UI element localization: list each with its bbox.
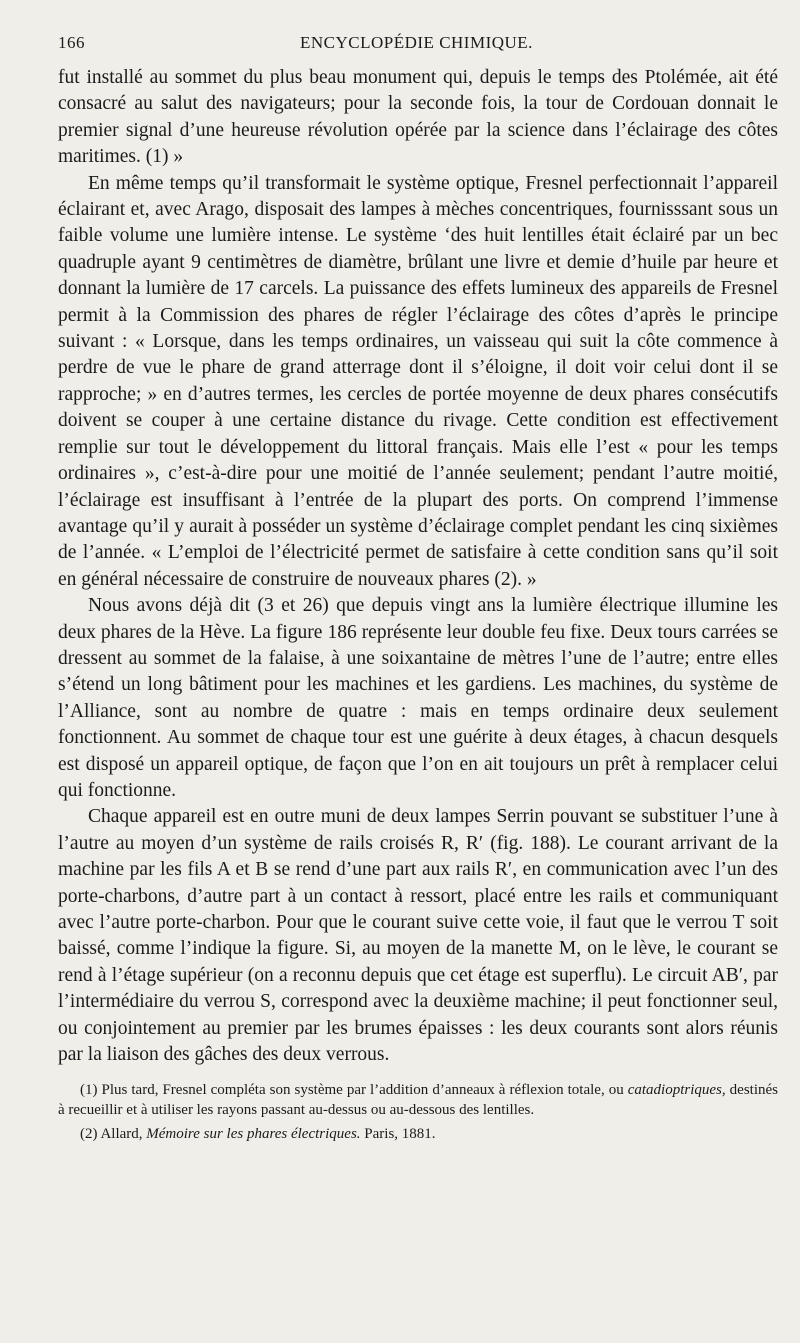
paragraph: Nous avons déjà dit (3 et 26) que depuis vingt ans la lumière électrique illumine les deux phares de la Hève. La figure 186 représente leur double feu fixe. Deux tours carrées se dressent au sommet de la falaise, à une soixantaine de mètres l’une de l’autre; entre elles s’étend un long bâtiment pour les machines et les gardiens. Les machines, du système de l’Alliance, sont au nombre de quatre : mais en temps ordinaire deux seulement fonctionnent. Au sommet de chaque tour est une guérite à deux étages, à chacun desquels est disposé un appareil optique, de façon que l’on en ait toujours un prêt à remplacer celui qui fonctionne. (58, 595, 778, 801)
footnote-marker: (2) (80, 1126, 98, 1143)
page-header (58, 0, 778, 63)
page-number: 166 (58, 33, 85, 52)
footnote (58, 1124, 778, 1144)
footnote-italic: catadioptriques, (627, 1082, 726, 1099)
running-title: ENCYCLOPÉDIE CHIMIQUE. (300, 33, 533, 52)
footnote-marker: (1) (80, 1082, 98, 1099)
footnote-italic: Mémoire sur les phares électriques. (146, 1126, 361, 1143)
paragraph: En même temps qu’il transformait le système optique, Fresnel perfectionnait l’appareil éclairant et, avec Arago, disposait des lampes à mèches concentriques, fournisssant sous un faible volume une lumière intense. Le système ‘des huit lentilles était éclairé par un bec quadruple ayant 9 centimètres de diamètre, brûlant une livre et demie d’huile par heure et donnant la lumière de 17 carcels. La puissance des effets lumineux des appareils de Fresnel permit à la Commission des phares de régler l’éclairage des côtes d’après le principe suivant : « Lorsque, dans les temps ordinaires, un vaisseau qui suit la côte commence à perdre de vue le phare de grand atterrage dont il s’éloigne, il doit voir celui dont il se rapproche; » en d’autres termes, les cercles de portée moyenne de deux phares consécutifs doivent se couper à une certaine distance du rivage. Cette condition est effectivement remplie sur tout le développement du littoral français. Mais elle l’est « pour les temps ordinaires », c’est-à-dire pour une moitié de l’année seulement; pendant l’autre moitié, l’éclairage est insuffisant à l’entrée de la plupart des ports. On comprend l’immense avantage qu’il y aurait à posséder un système d’éclairage complet pendant les cinq sixièmes de l’année. « L’emploi de l’électricité permet de satisfaire à cette condition sans qu’il soit en général nécessaire de construire de nouveaux phares (2). » (58, 172, 778, 590)
footnote-text: Paris, 1881. (364, 1126, 436, 1143)
footnote-text: destinés à recueillir et à utiliser les rayons passant au-dessus ou au-dessous des lentilles. (58, 1082, 778, 1119)
paragraph: Chaque appareil est en outre muni de deux lampes Serrin pouvant se substituer l’une à l’autre au moyen d’un système de rails croisés R, R′ (fig. 188). Le courant arrivant de la machine par les fils A et B se rend d’une part aux rails R′, en communication avec l’un des porte-charbons, d’autre part à un contact à ressort, placé entre les rails et communiquant avec l’autre porte-charbon. Pour que le courant suive cette voie, il faut que le verrou T soit baissé, comme l’indique la figure. Si, au moyen de la manette M, on le lève, le courant se rend à l’étage supérieur (on a reconnu depuis que cet étage est superflu). Le circuit AB′, par l’intermédiaire du verrou S, correspond avec la deuxième machine; il peut fonctionner seul, ou conjointement au premier par les brumes épaisses : les deux courants sont alors réunis par la liaison des gâches des deux verrous. (58, 806, 778, 1066)
footnotes (58, 1080, 778, 1144)
footnote-text: Plus tard, Fresnel compléta son système par l’addition d’anneaux à réflexion totale, ou (101, 1082, 624, 1099)
footnote (58, 1080, 778, 1120)
paragraph: fut installé au sommet du plus beau monument qui, depuis le temps des Ptolémée, ait été consacré au salut des navigateurs; pour la seconde fois, la tour de Cordouan donnait le premier signal d’une heureuse révolution opérée par la science dans l’éclairage des côtes maritimes. (1) » (58, 67, 778, 168)
body-text (58, 65, 778, 1068)
footnote-text: Allard, (100, 1126, 143, 1143)
